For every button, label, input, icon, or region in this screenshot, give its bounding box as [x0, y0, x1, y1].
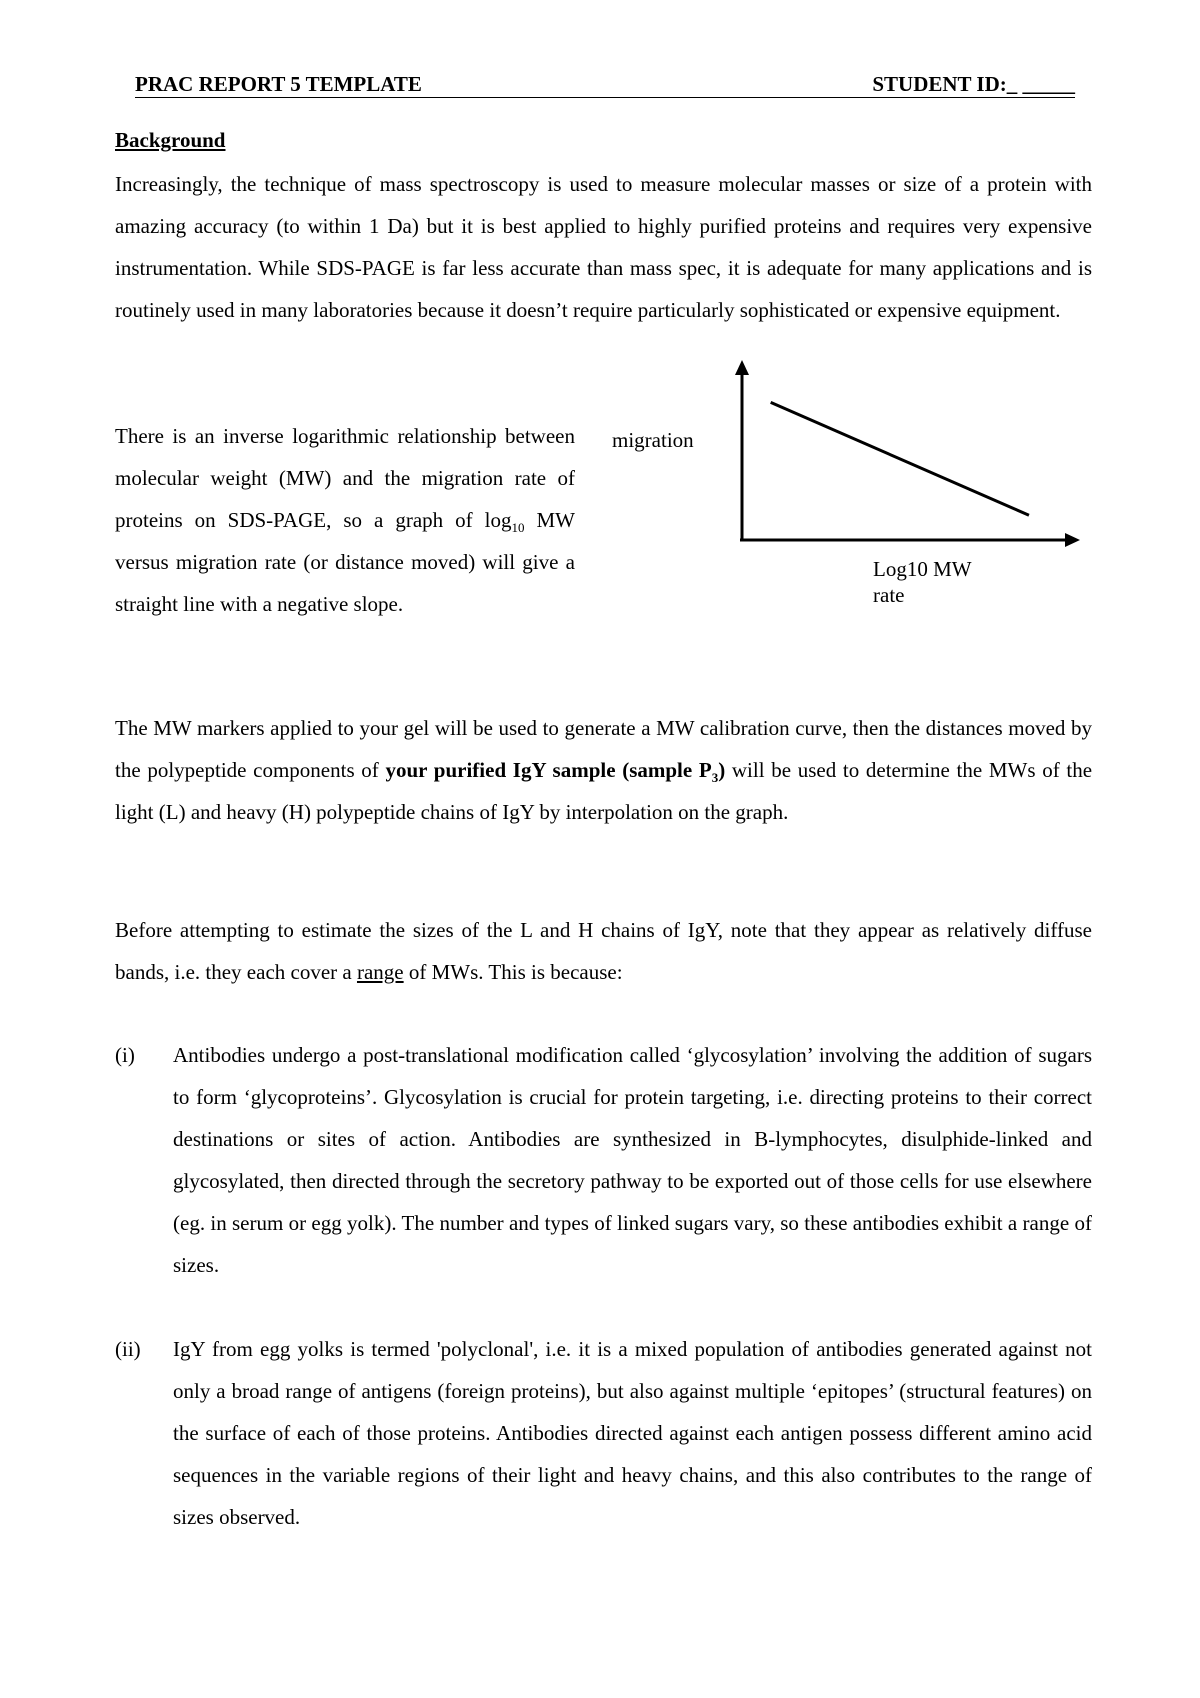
- relationship-text-b: MW versus migration rate (or distance moved) will give a straight line with a negative slope.: [115, 507, 575, 616]
- x-axis-label-line1: Log10 MW: [873, 557, 972, 581]
- paragraph-diffuse-bands: [115, 910, 1092, 994]
- list-item-text: Antibodies undergo a post-translational modification called ‘glycosylation’ involving the addition of sugars to form ‘glycoproteins’. Glycosylation is crucial for protein targeting, i.e. directing proteins to their correct destinations or sites of action. Antibodies are synthesized in B-lymphocytes, disulphide-linked and glycosylated, then directed through the secretory pathway to be exported out of those cells for use elsewhere (eg. in serum or egg yolk). The number and types of linked sugars vary, so these antibodies exhibit a range of sizes.: [173, 1043, 1092, 1277]
- y-axis-arrowhead: [735, 360, 749, 375]
- y-axis-label: migration: [612, 428, 694, 452]
- sample-emphasis-a: your purified IgY sample (sample P: [385, 757, 712, 782]
- list-number: (ii): [115, 1337, 141, 1361]
- paragraph-intro: Increasingly, the technique of mass spectroscopy is used to measure molecular masses or size of a protein with amazing accuracy (to within 1 Da) but it is best applied to highly purified proteins and requires very expensive instrumentation. While SDS-PAGE is far less accurate than mass spec, it is adequate for many applications and is routinely used in many laboratories because it doesn’t require particularly sophisticated or expensive equipment.: [115, 172, 1092, 322]
- x-axis-label-line2: rate: [873, 583, 905, 607]
- log-subscript: 10: [511, 520, 525, 535]
- diffuse-text-b: of MWs. This is because:: [403, 959, 623, 984]
- list-number: (i): [115, 1043, 135, 1067]
- calibration-line: [771, 402, 1029, 515]
- paragraph-markers: [115, 708, 1092, 834]
- range-emphasis: range: [356, 959, 404, 984]
- markers-text-b: will be used to determine the MWs of the light (L) and heavy (H) polypeptide chains of IgY by interpolation on the graph.: [115, 757, 1093, 824]
- list-item-text: IgY from egg yolks is termed 'polyclonal', i.e. it is a mixed population of antibodies generated against not only a broad range of antigens (foreign proteins), but also against multiple ‘epitopes’ (structural features) on the surface of each of those proteins. Antibodies directed against each antigen possess different amino acid sequences in the variable regions of their light and heavy chains, and this also contributes to the range of sizes observed.: [173, 1337, 1092, 1529]
- sample-emphasis-b: ): [718, 757, 726, 782]
- report-title: PRAC REPORT 5 TEMPLATE: [135, 72, 422, 96]
- x-axis-arrowhead: [1065, 533, 1080, 547]
- sample-subscript: 3: [711, 770, 719, 786]
- diffuse-text-a: Before attempting to estimate the sizes of the L and H chains of IgY, note that they appear as relatively diffuse bands, i.e. they each cover a: [115, 918, 1092, 984]
- student-id-label: STUDENT ID:_ _____: [872, 72, 1075, 96]
- section-heading: Background: [115, 128, 226, 152]
- markers-text-a: The MW markers applied to your gel will be used to generate a MW calibration curve, then the distances moved by the polypeptide components of: [115, 716, 1092, 782]
- relationship-text-a: There is an inverse logarithmic relationship between molecular weight (MW) and the migration rate of proteins on SDS-PAGE, so a graph of log: [115, 424, 575, 532]
